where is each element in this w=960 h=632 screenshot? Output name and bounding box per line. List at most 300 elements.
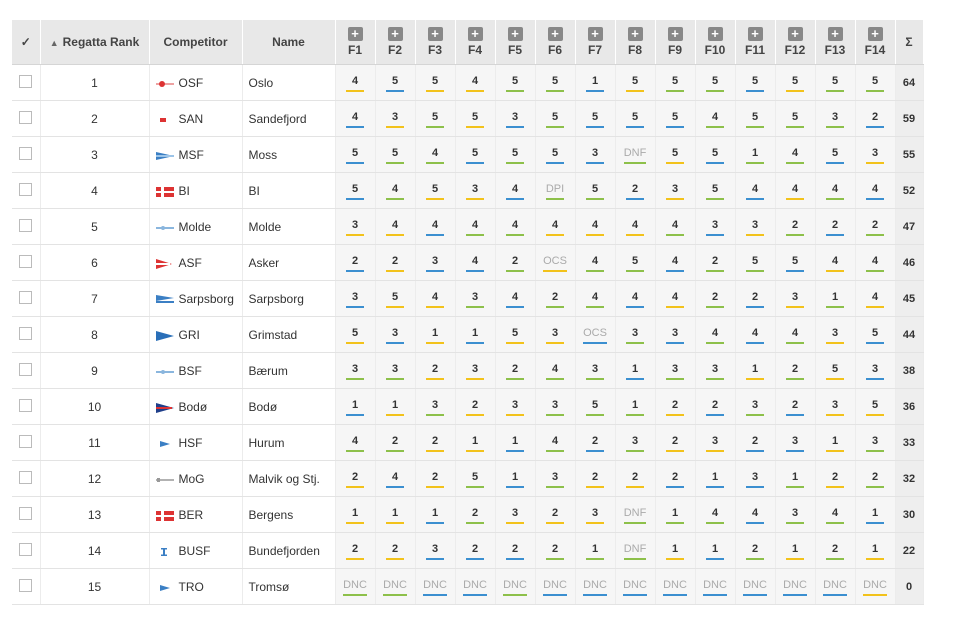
race-result-value: 2 [586, 435, 604, 452]
race-result-value: 2 [466, 507, 484, 524]
competitor-cell[interactable] [149, 137, 242, 173]
race-header-f4 [455, 20, 495, 65]
row-select-cell[interactable] [12, 101, 40, 137]
race-result-cell [735, 317, 775, 353]
race-result-cell [375, 65, 415, 101]
race-result-value: 2 [706, 255, 724, 272]
row-checkbox[interactable] [19, 75, 32, 88]
race-result-cell [415, 425, 455, 461]
race-header-f10 [695, 20, 735, 65]
rank-cell: 8 [40, 317, 149, 353]
race-result-value: 2 [426, 471, 444, 488]
race-result-value: 5 [826, 75, 844, 92]
race-result-cell [815, 497, 855, 533]
race-result-cell [655, 425, 695, 461]
race-result-cell [775, 173, 815, 209]
row-checkbox[interactable] [19, 147, 32, 160]
race-label: F8 [627, 43, 642, 57]
race-result-cell [615, 245, 655, 281]
race-result-value: 5 [786, 75, 804, 92]
results-table [12, 20, 924, 605]
table-row[interactable] [12, 65, 923, 101]
expand-race-icon[interactable]: + [868, 27, 883, 41]
row-select-cell[interactable] [12, 173, 40, 209]
race-result-cell [495, 65, 535, 101]
competitor-column-header[interactable]: Competitor [149, 20, 242, 65]
race-result-value: 2 [866, 219, 884, 236]
race-result-cell [575, 425, 615, 461]
row-select-cell[interactable] [12, 317, 40, 353]
race-result-value: 5 [666, 111, 684, 128]
race-result-cell [775, 65, 815, 101]
race-result-cell [495, 533, 535, 569]
competitor-cell[interactable] [149, 569, 242, 605]
club-flag-icon [156, 330, 174, 340]
race-result-cell [415, 245, 455, 281]
race-result-cell [415, 461, 455, 497]
race-result-value: 5 [466, 111, 484, 128]
race-result-value: 3 [586, 507, 604, 524]
race-result-value: 1 [626, 363, 644, 380]
table-row[interactable] [12, 101, 923, 137]
race-result-value: 3 [666, 363, 684, 380]
rank-cell: 9 [40, 353, 149, 389]
expand-race-icon[interactable]: + [548, 27, 563, 41]
row-checkbox[interactable] [19, 543, 32, 556]
race-result-value: 2 [626, 471, 644, 488]
race-result-cell [775, 317, 815, 353]
row-select-cell[interactable] [12, 389, 40, 425]
race-result-cell [815, 281, 855, 317]
race-result-cell [335, 209, 375, 245]
race-result-value: DNC [463, 579, 487, 596]
rank-cell: 13 [40, 497, 149, 533]
race-result-cell [535, 389, 575, 425]
name-column-header[interactable]: Name [242, 20, 335, 65]
race-result-value: 4 [746, 327, 764, 344]
race-result-value: DNC [503, 579, 527, 596]
table-row[interactable] [12, 569, 923, 605]
race-result-value: 5 [546, 111, 564, 128]
sort-ascending-icon: ▲ [49, 38, 59, 48]
race-result-cell [655, 533, 695, 569]
race-result-cell [735, 101, 775, 137]
race-result-cell [335, 101, 375, 137]
race-result-cell [375, 245, 415, 281]
race-result-value: 3 [786, 435, 804, 452]
race-label: F13 [824, 43, 846, 57]
race-result-value: 5 [426, 183, 444, 200]
table-row[interactable] [12, 461, 923, 497]
race-result-cell [815, 533, 855, 569]
race-result-cell [415, 101, 455, 137]
race-result-value: 4 [466, 75, 484, 92]
race-result-value: 2 [786, 399, 804, 416]
row-select-cell[interactable] [12, 245, 40, 281]
race-result-cell [695, 137, 735, 173]
race-result-cell [655, 569, 695, 605]
competitor-cell[interactable] [149, 353, 242, 389]
competitor-cell[interactable] [149, 245, 242, 281]
race-result-value: 1 [426, 507, 444, 524]
row-select-cell[interactable] [12, 137, 40, 173]
competitor-cell[interactable] [149, 497, 242, 533]
race-result-cell [415, 317, 455, 353]
row-checkbox[interactable] [19, 183, 32, 196]
race-result-value: 3 [346, 219, 364, 236]
race-result-cell [575, 245, 615, 281]
race-result-value: 2 [826, 471, 844, 488]
rank-column-header[interactable]: ▲ Regatta Rank [40, 20, 149, 65]
race-result-cell [375, 209, 415, 245]
race-result-cell [495, 281, 535, 317]
race-result-value: 3 [546, 327, 564, 344]
row-select-cell[interactable] [12, 425, 40, 461]
rank-cell: 6 [40, 245, 149, 281]
race-result-cell [695, 497, 735, 533]
race-result-value: 2 [466, 399, 484, 416]
expand-race-icon[interactable]: + [708, 27, 723, 41]
race-result-value: 4 [786, 147, 804, 164]
race-result-value: 1 [506, 471, 524, 488]
club-flag-icon [156, 402, 174, 412]
race-result-value: 2 [826, 543, 844, 560]
race-result-cell [455, 209, 495, 245]
race-result-cell [575, 497, 615, 533]
race-result-cell [535, 65, 575, 101]
race-result-value: 3 [666, 183, 684, 200]
race-result-value: 1 [506, 435, 524, 452]
race-result-cell [615, 101, 655, 137]
race-result-value: 4 [426, 147, 444, 164]
name-cell: Bundefjorden [242, 533, 335, 569]
race-result-cell [815, 389, 855, 425]
race-result-value: 5 [786, 255, 804, 272]
race-result-cell [615, 317, 655, 353]
race-result-value: 3 [786, 507, 804, 524]
race-result-value: DNC [583, 579, 607, 596]
race-result-cell [615, 461, 655, 497]
race-result-value: 2 [826, 219, 844, 236]
race-result-cell [415, 209, 455, 245]
race-result-cell [335, 461, 375, 497]
expand-race-icon[interactable]: + [668, 27, 683, 41]
total-column-header[interactable]: Σ [895, 20, 923, 65]
race-result-value: 4 [586, 255, 604, 272]
row-select-cell[interactable] [12, 461, 40, 497]
race-result-value: 3 [866, 363, 884, 380]
race-result-value: 1 [746, 147, 764, 164]
race-result-value: 3 [466, 183, 484, 200]
expand-race-icon[interactable]: + [348, 27, 363, 41]
race-result-cell [735, 209, 775, 245]
race-result-cell [455, 569, 495, 605]
name-cell: Hurum [242, 425, 335, 461]
row-checkbox[interactable] [19, 507, 32, 520]
race-result-cell [615, 389, 655, 425]
race-result-value: 4 [586, 219, 604, 236]
race-result-cell [855, 173, 895, 209]
race-result-value: 3 [426, 255, 444, 272]
rank-cell: 15 [40, 569, 149, 605]
race-result-value: 4 [386, 183, 404, 200]
race-result-value: 2 [786, 219, 804, 236]
race-result-cell [335, 353, 375, 389]
name-cell: Sandefjord [242, 101, 335, 137]
expand-race-icon[interactable]: + [508, 27, 523, 41]
name-cell: Oslo [242, 65, 335, 101]
table-row[interactable] [12, 425, 923, 461]
race-header-f12 [775, 20, 815, 65]
race-result-cell [695, 209, 735, 245]
race-result-value: 4 [786, 327, 804, 344]
race-result-cell [855, 65, 895, 101]
expand-race-icon[interactable]: + [788, 27, 803, 41]
row-select-cell[interactable] [12, 209, 40, 245]
race-result-cell [855, 317, 895, 353]
table-row[interactable] [12, 389, 923, 425]
race-result-cell [615, 353, 655, 389]
race-result-value: 1 [586, 75, 604, 92]
race-result-cell [535, 425, 575, 461]
club-flag-icon [156, 186, 174, 196]
competitor-code: HSF [178, 435, 203, 450]
race-result-cell [815, 209, 855, 245]
race-header-f13 [815, 20, 855, 65]
race-result-value: 2 [346, 543, 364, 560]
row-checkbox[interactable] [19, 111, 32, 124]
race-result-value: 3 [346, 291, 364, 308]
race-result-value: 1 [826, 291, 844, 308]
table-row[interactable] [12, 173, 923, 209]
row-checkbox[interactable] [19, 471, 32, 484]
race-result-value: 2 [626, 183, 644, 200]
race-result-value: 1 [706, 543, 724, 560]
race-result-value: 1 [746, 363, 764, 380]
race-result-cell [375, 281, 415, 317]
expand-race-icon[interactable]: + [588, 27, 603, 41]
race-label: F14 [864, 43, 886, 57]
row-checkbox[interactable] [19, 435, 32, 448]
race-result-value: 5 [626, 111, 644, 128]
race-result-cell [535, 137, 575, 173]
race-result-value: 3 [546, 399, 564, 416]
race-result-cell [495, 425, 535, 461]
rank-cell: 11 [40, 425, 149, 461]
race-result-value: 3 [386, 111, 404, 128]
race-result-value: 2 [706, 399, 724, 416]
race-result-cell [695, 569, 735, 605]
race-result-cell [615, 425, 655, 461]
race-result-value: 3 [706, 363, 724, 380]
race-result-cell [775, 425, 815, 461]
race-result-cell [655, 245, 695, 281]
race-result-cell [855, 533, 895, 569]
race-result-value: 2 [866, 111, 884, 128]
name-cell: Bergens [242, 497, 335, 533]
race-result-value: 3 [866, 147, 884, 164]
race-result-value: 5 [706, 75, 724, 92]
competitor-code: GRI [178, 327, 200, 342]
row-checkbox[interactable] [19, 363, 32, 376]
row-select-cell[interactable] [12, 281, 40, 317]
expand-race-icon[interactable]: + [748, 27, 763, 41]
competitor-cell[interactable] [149, 101, 242, 137]
race-result-cell [735, 569, 775, 605]
race-result-value: 4 [746, 507, 764, 524]
competitor-cell[interactable] [149, 389, 242, 425]
race-result-value: 3 [466, 363, 484, 380]
race-result-cell [655, 461, 695, 497]
table-row[interactable] [12, 497, 923, 533]
race-result-value: 3 [626, 327, 644, 344]
race-result-value: DNC [543, 579, 567, 596]
race-result-value: 5 [546, 147, 564, 164]
race-result-value: 2 [426, 435, 444, 452]
race-result-cell [415, 65, 455, 101]
race-result-cell [415, 137, 455, 173]
race-result-cell [695, 245, 735, 281]
total-points-cell: 0 [895, 569, 923, 605]
competitor-cell[interactable] [149, 425, 242, 461]
expand-race-icon[interactable]: + [428, 27, 443, 41]
race-result-cell [375, 461, 415, 497]
race-result-value: 5 [386, 75, 404, 92]
race-result-cell [855, 281, 895, 317]
race-result-value: 4 [866, 255, 884, 272]
race-result-cell [855, 137, 895, 173]
race-result-cell [615, 497, 655, 533]
table-row[interactable] [12, 281, 923, 317]
race-result-cell [655, 209, 695, 245]
race-result-cell [455, 461, 495, 497]
race-result-value: 1 [666, 543, 684, 560]
race-result-value: 5 [626, 255, 644, 272]
race-result-value: 4 [346, 435, 364, 452]
club-flag-icon [156, 222, 174, 232]
race-result-cell [495, 569, 535, 605]
row-select-cell[interactable] [12, 65, 40, 101]
competitor-cell[interactable] [149, 317, 242, 353]
race-result-value: 5 [426, 111, 444, 128]
expand-race-icon[interactable]: + [628, 27, 643, 41]
row-checkbox[interactable] [19, 399, 32, 412]
competitor-cell[interactable] [149, 173, 242, 209]
race-result-value: 5 [506, 147, 524, 164]
race-result-cell [535, 461, 575, 497]
table-row[interactable] [12, 317, 923, 353]
race-result-cell [495, 101, 535, 137]
race-header-f8 [615, 20, 655, 65]
race-result-cell [455, 353, 495, 389]
race-result-cell [775, 245, 815, 281]
race-result-value: 2 [746, 291, 764, 308]
race-result-cell [775, 389, 815, 425]
competitor-cell[interactable] [149, 65, 242, 101]
row-select-cell[interactable] [12, 353, 40, 389]
race-result-value: 4 [746, 183, 764, 200]
race-result-cell [335, 317, 375, 353]
race-result-cell [575, 389, 615, 425]
race-result-cell [335, 137, 375, 173]
race-result-cell [855, 101, 895, 137]
race-result-cell [815, 173, 855, 209]
race-result-cell [335, 65, 375, 101]
competitor-cell[interactable] [149, 461, 242, 497]
race-result-value: 4 [826, 255, 844, 272]
race-result-cell [455, 317, 495, 353]
race-result-cell [855, 209, 895, 245]
table-row[interactable] [12, 209, 923, 245]
race-result-value: 5 [346, 183, 364, 200]
race-result-cell [495, 317, 535, 353]
name-cell: BI [242, 173, 335, 209]
select-all-header[interactable]: ✓ [12, 20, 40, 65]
row-checkbox[interactable] [19, 255, 32, 268]
club-flag-icon [156, 78, 174, 88]
race-header-f5 [495, 20, 535, 65]
competitor-code: Sarpsborg [178, 291, 234, 306]
expand-race-icon[interactable]: + [468, 27, 483, 41]
race-result-cell [695, 101, 735, 137]
row-checkbox[interactable] [19, 291, 32, 304]
competitor-cell[interactable] [149, 281, 242, 317]
race-result-cell [775, 281, 815, 317]
race-result-value: 2 [666, 435, 684, 452]
table-row[interactable] [12, 533, 923, 569]
race-result-value: 4 [786, 183, 804, 200]
race-result-value: 5 [546, 75, 564, 92]
total-points-cell: 52 [895, 173, 923, 209]
expand-race-icon[interactable]: + [388, 27, 403, 41]
race-result-cell [735, 461, 775, 497]
race-result-cell [575, 317, 615, 353]
expand-race-icon[interactable]: + [828, 27, 843, 41]
table-row[interactable] [12, 353, 923, 389]
row-select-cell[interactable] [12, 497, 40, 533]
table-row[interactable] [12, 245, 923, 281]
race-result-value: 3 [546, 471, 564, 488]
row-checkbox[interactable] [19, 219, 32, 232]
race-result-cell [495, 353, 535, 389]
row-checkbox[interactable] [19, 579, 32, 592]
race-result-cell [775, 461, 815, 497]
race-result-value: 4 [426, 291, 444, 308]
race-result-cell [615, 137, 655, 173]
race-result-value: DNC [663, 579, 687, 596]
race-result-value: 5 [826, 363, 844, 380]
race-result-cell [775, 137, 815, 173]
race-result-cell [575, 65, 615, 101]
row-select-cell[interactable] [12, 569, 40, 605]
race-result-cell [575, 101, 615, 137]
competitor-cell[interactable] [149, 533, 242, 569]
race-result-cell [695, 533, 735, 569]
race-result-value: 5 [466, 471, 484, 488]
competitor-cell[interactable] [149, 209, 242, 245]
row-checkbox[interactable] [19, 327, 32, 340]
race-result-cell [375, 569, 415, 605]
total-points-cell: 22 [895, 533, 923, 569]
row-select-cell[interactable] [12, 533, 40, 569]
race-result-cell [855, 569, 895, 605]
table-row[interactable] [12, 137, 923, 173]
rank-cell: 14 [40, 533, 149, 569]
race-result-value: 2 [386, 435, 404, 452]
race-result-cell [815, 137, 855, 173]
race-result-cell [415, 569, 455, 605]
race-result-value: 2 [466, 543, 484, 560]
